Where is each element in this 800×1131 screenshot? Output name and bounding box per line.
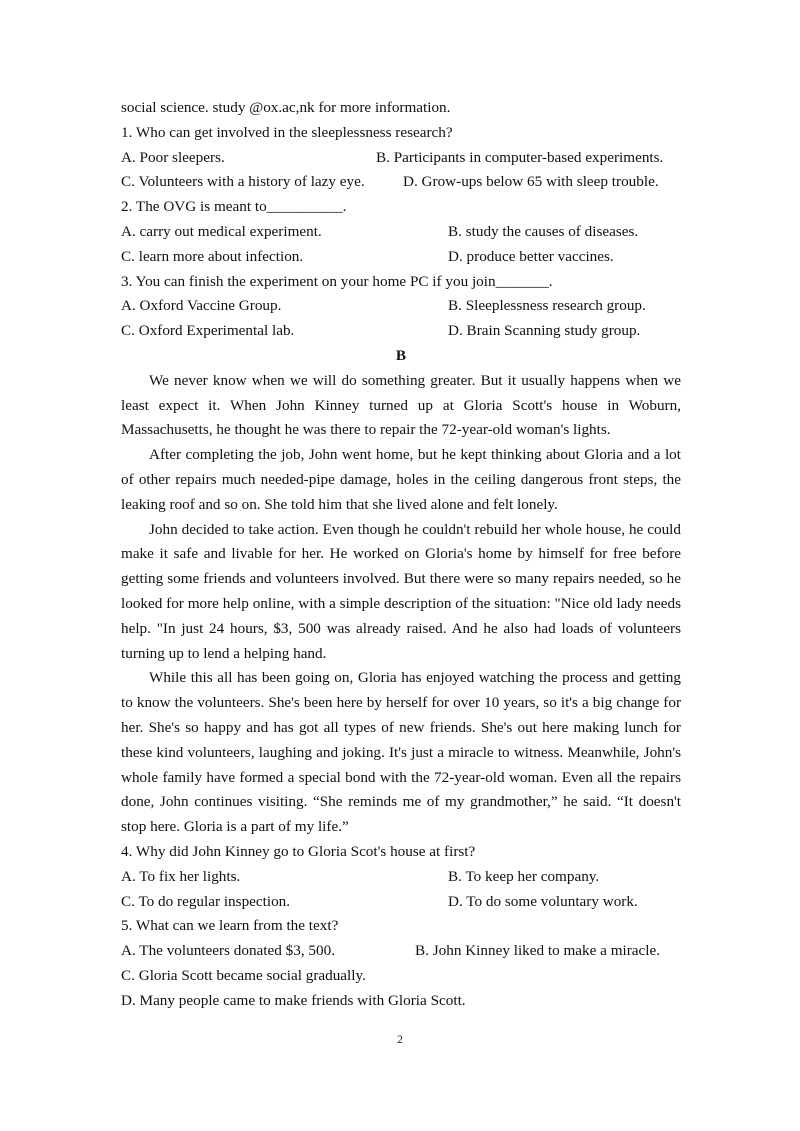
question-5-option-a: A. The volunteers donated $3, 500. xyxy=(121,942,335,960)
question-5-option-d: D. Many people came to make friends with Gloria Scott. xyxy=(121,991,466,1009)
question-1-options-row-2 xyxy=(121,170,681,195)
question-3 xyxy=(121,270,681,344)
question-2-options-row-1 xyxy=(121,220,681,245)
question-1-option-c: C. Volunteers with a history of lazy eye. xyxy=(121,173,365,191)
question-3-stem: 3. You can finish the experiment on your home PC if you join_______. xyxy=(121,272,553,290)
passage-b-paragraph-3: John decided to take action. Even though he couldn't rebuild her whole house, he could make it safe and livable for her. He worked on Gloria's home by himself for free before getting some friends and volunteers involved. But there were so many repairs needed, so he looked for more help online, with a simple description of the situation: "Nice old lady needs help. "In just 24 hours, $3, 500 was already raised. And he also had loads of volunteers turning up to lend a helping hand. xyxy=(121,520,681,662)
question-4-option-d: D. To do some voluntary work. xyxy=(448,892,638,910)
question-1 xyxy=(121,121,681,195)
question-3-option-c: C. Oxford Experimental lab. xyxy=(121,322,295,340)
question-3-option-b: B. Sleeplessness research group. xyxy=(448,297,646,315)
document-page xyxy=(121,96,681,1013)
question-2-option-d: D. produce better vaccines. xyxy=(448,247,614,265)
question-3-options-row-1 xyxy=(121,294,681,319)
question-2-option-a: A. carry out medical experiment. xyxy=(121,222,322,240)
question-1-options-row-1 xyxy=(121,146,681,171)
page-number: 2 xyxy=(397,1032,403,1046)
question-2 xyxy=(121,195,681,269)
question-4-stem: 4. Why did John Kinney go to Gloria Scot's house at first? xyxy=(121,842,476,860)
section-b-title: B xyxy=(395,346,407,364)
question-1-option-d: D. Grow-ups below 65 with sleep trouble. xyxy=(403,173,659,191)
passage-b-paragraph-4: While this all has been going on, Gloria has enjoyed watching the process and getting to know the volunteers. She's been here by herself for over 10 years, so it's a big change for her. She's so happy and has got all types of new friends. She's out here making lunch for these kind volunteers, laughing and joking. It's just a miracle to witness. Meanwhile, John's whole family have formed a special bond with the 72-year-old woman. Even all the repairs done, John continues visiting. “She reminds me of my grandmother,” he said. “It doesn't stop here. Gloria is a part of my life.” xyxy=(121,669,681,836)
intro-tail-text: social science. study @ox.ac,nk for more information. xyxy=(121,99,451,116)
question-1-stem: 1. Who can get involved in the sleeplessness research? xyxy=(121,123,453,141)
question-3-option-a: A. Oxford Vaccine Group. xyxy=(121,297,282,315)
question-3-option-d: D. Brain Scanning study group. xyxy=(448,322,641,340)
question-2-option-c: C. learn more about infection. xyxy=(121,247,304,265)
passage-b-paragraph-1: We never know when we will do something greater. But it usually happens when we least expect it. When John Kinney turned up at Gloria Scott's house in Woburn, Massachusetts, he thought he was there to repair the 72-year-old woman's lights. xyxy=(121,371,681,439)
question-4 xyxy=(121,840,681,914)
question-4-options-row-1 xyxy=(121,865,681,890)
question-5-options-row-1 xyxy=(121,939,681,964)
question-2-stem: 2. The OVG is meant to__________. xyxy=(121,198,347,216)
question-5-option-b: B. John Kinney liked to make a miracle. xyxy=(415,942,661,960)
question-4-option-a: A. To fix her lights. xyxy=(121,867,241,885)
question-1-option-a: A. Poor sleepers. xyxy=(121,148,225,166)
question-5-option-c: C. Gloria Scott became social gradually. xyxy=(121,966,366,984)
question-5-stem: 5. What can we learn from the text? xyxy=(121,917,339,935)
question-5 xyxy=(121,914,681,1013)
question-2-options-row-2 xyxy=(121,245,681,270)
question-1-option-b: B. Participants in computer-based experiments. xyxy=(376,148,664,166)
question-2-option-b: B. study the causes of diseases. xyxy=(448,222,639,240)
question-4-options-row-2 xyxy=(121,890,681,915)
passage-b-paragraph-2: After completing the job, John went home, but he kept thinking about Gloria and a lot of other repairs much needed-pipe damage, holes in the ceiling dangerous front steps, the leaking roof and so on. She told him that she lived alone and felt lonely. xyxy=(121,446,681,513)
question-4-option-b: B. To keep her company. xyxy=(448,867,600,885)
question-4-option-c: C. To do regular inspection. xyxy=(121,892,291,910)
question-3-options-row-2 xyxy=(121,319,681,344)
